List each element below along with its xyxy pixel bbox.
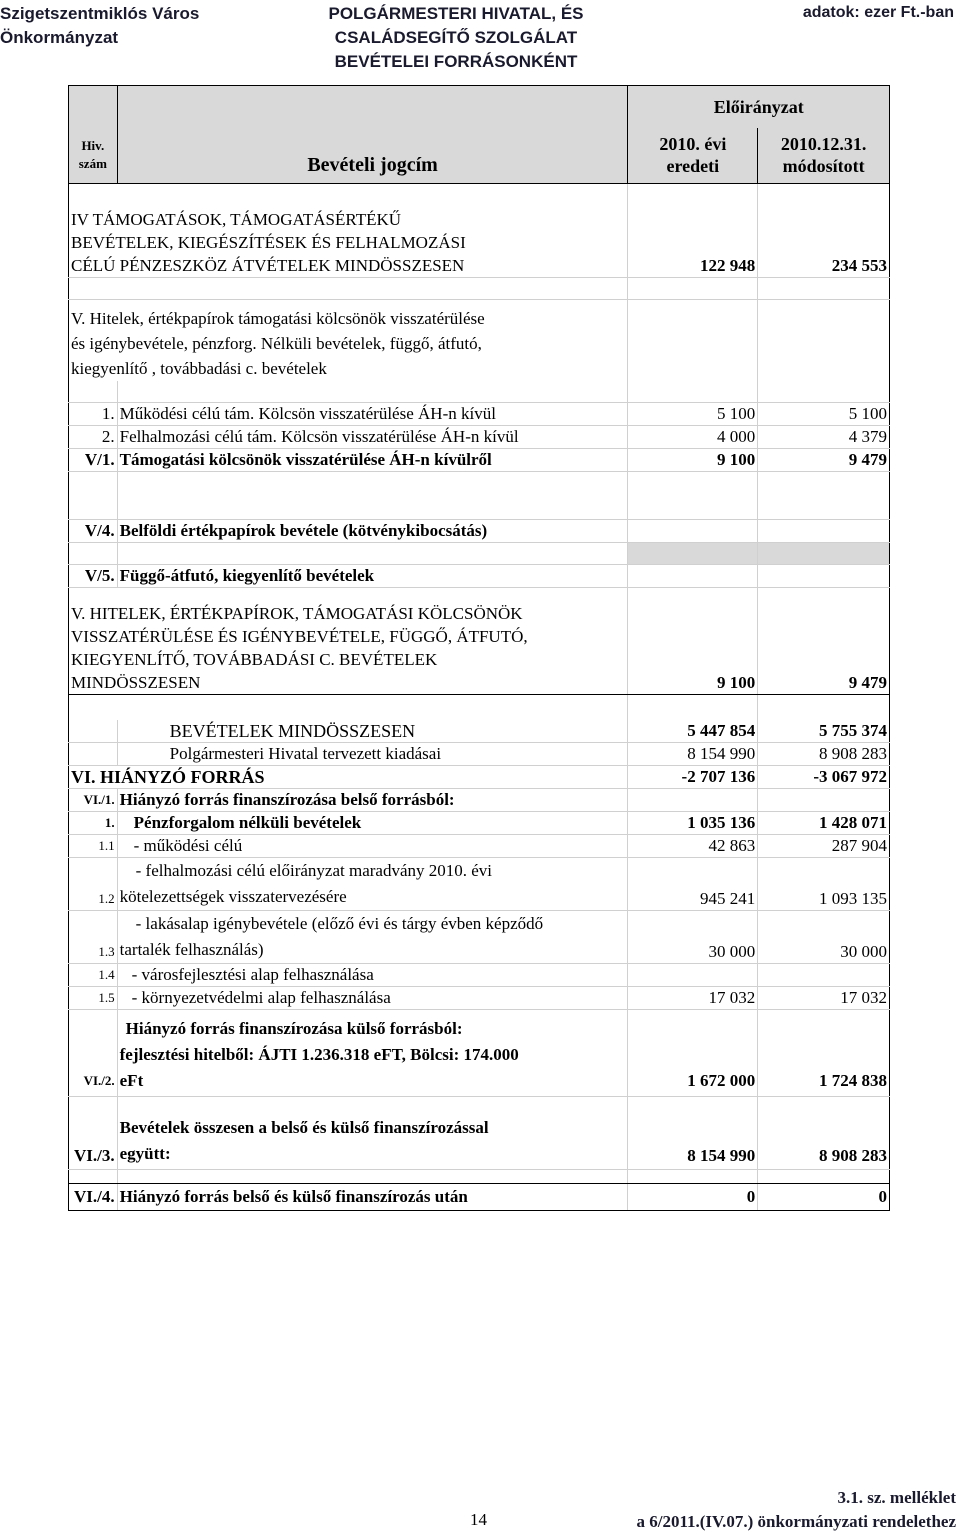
v-total-label: V. HITELEK, ÉRTÉKPAPÍROK, TÁMOGATÁSI KÖLCSÖNÖK VISSZATÉRÜLÉSE ÉS IGÉNYBEVÉTELE, FÜGGŐ, ÁTFUTÓ, KIEGYENLÍTŐ, TOVÁBBADÁSI C. BEVÉTELEK MINDÖSSZESEN — [69, 602, 628, 695]
title-line2: CSALÁDSEGÍTŐ SZOLGÁLAT — [334, 28, 578, 47]
v-total-v2: 9 479 — [758, 602, 890, 695]
table-row: VI./2. Hiányzó forrás finanszírozása külső forrásból: fejlesztési hitelből: ÁJTI 1.236.318 eFT, Bölcsi: 174.000 eFt 1 672 000 1 724 838 — [69, 1010, 890, 1097]
issuer-line2: Önkormányzat — [0, 28, 119, 47]
table-row: 1.1 - működési célú 42 863 287 904 — [69, 835, 890, 858]
section-iv-v2: 234 553 — [758, 208, 890, 278]
table-row: VI./4. Hiányzó forrás belső és külső finanszírozás után 0 0 — [69, 1183, 890, 1210]
table-row: V/5. Függő-átfutó, kiegyenlítő bevételek — [69, 565, 890, 588]
revenue-table — [68, 85, 890, 1211]
header-col-modositott: 2010.12.31. módosított — [758, 128, 890, 184]
table-row: 1.2 - felhalmozási célú előirányzat maradvány 2010. évi kötelezettségek visszatervezésére 945 241 1 093 135 — [69, 858, 890, 911]
table-row: V/4. Belföldi értékpapírok bevétele (kötvénykibocsátás) — [69, 520, 890, 543]
table-row: 1.5 - környezetvédelmi alap felhasználása 17 032 17 032 — [69, 987, 890, 1010]
page-number: 14 — [470, 1510, 487, 1529]
header-cell-blank — [69, 86, 118, 128]
annex-reference: 3.1. sz. melléklet a 6/2011.(IV.07.) önkormányzati rendelethez — [636, 1488, 956, 1531]
unit-note: adatok: ezer Ft.-ban — [802, 4, 954, 21]
table-row: 2. Felhalmozási célú tám. Kölcsön visszatérülése ÁH-n kívül 4 000 4 379 — [69, 426, 890, 449]
table-row: BEVÉTELEK MINDÖSSZESEN 5 447 854 5 755 374 — [69, 720, 890, 743]
section-iv-label: IV TÁMOGATÁSOK, TÁMOGATÁSÉRTÉKŰ BEVÉTELEK, KIEGÉSZÍTÉSEK ÉS FELHALMOZÁSI CÉLÚ PÉNZESZKÖZ ÁTVÉTELEK MINDÖSSZESEN — [69, 208, 628, 278]
table-row: 1.3 - lakásalap igénybevétele (előző évi és tárgy évben képződő tartalék felhasználás) 30 000 30 000 — [69, 911, 890, 964]
table-row: VI./3. Bevételek összesen a belső és külső finanszírozással együtt: 8 154 990 8 908 283 — [69, 1115, 890, 1170]
table-row: 1. Működési célú tám. Kölcsön visszatérülése ÁH-n kívül 5 100 5 100 — [69, 403, 890, 426]
header-eloiranyzat: Előirányzat — [628, 86, 890, 128]
issuer-line1: Szigetszentmiklós Város — [0, 4, 200, 23]
table-row: VI./1. Hiányzó forrás finanszírozása belső forrásból: — [69, 789, 890, 812]
table-row: VI. HIÁNYZÓ FORRÁS -2 707 136 -3 067 972 — [69, 766, 890, 789]
document-title — [306, 2, 666, 74]
table-row: 1. Pénzforgalom nélküli bevételek 1 035 136 1 428 071 — [69, 812, 890, 835]
header-jogcim: Bevételi jogcím — [117, 128, 628, 184]
header-hiv-szam: Hiv. szám — [69, 128, 118, 184]
table-row: 1.4 - városfejlesztési alap felhasználása — [69, 964, 890, 987]
title-line1: POLGÁRMESTERI HIVATAL, ÉS — [328, 4, 584, 23]
section-v-label: V. Hitelek, értékpapírok támogatási kölcsönök visszatérülése és igénybevétele, pénzforg. Nélküli bevételek, függő, átfutó, kiegyenlítő , továbbadási c. bevételek — [69, 299, 628, 381]
title-line3: BEVÉTELEI FORRÁSONKÉNT — [334, 52, 578, 71]
issuer-block — [0, 2, 199, 50]
table-row: Polgármesteri Hivatal tervezett kiadásai 8 154 990 8 908 283 — [69, 743, 890, 766]
header-col-eredeti: 2010. évi eredeti — [628, 128, 758, 184]
table-row: V/1. Támogatási kölcsönök visszatérülése ÁH-n kívülről 9 100 9 479 — [69, 449, 890, 472]
section-iv-v1: 122 948 — [628, 208, 758, 278]
v-total-v1: 9 100 — [628, 602, 758, 695]
